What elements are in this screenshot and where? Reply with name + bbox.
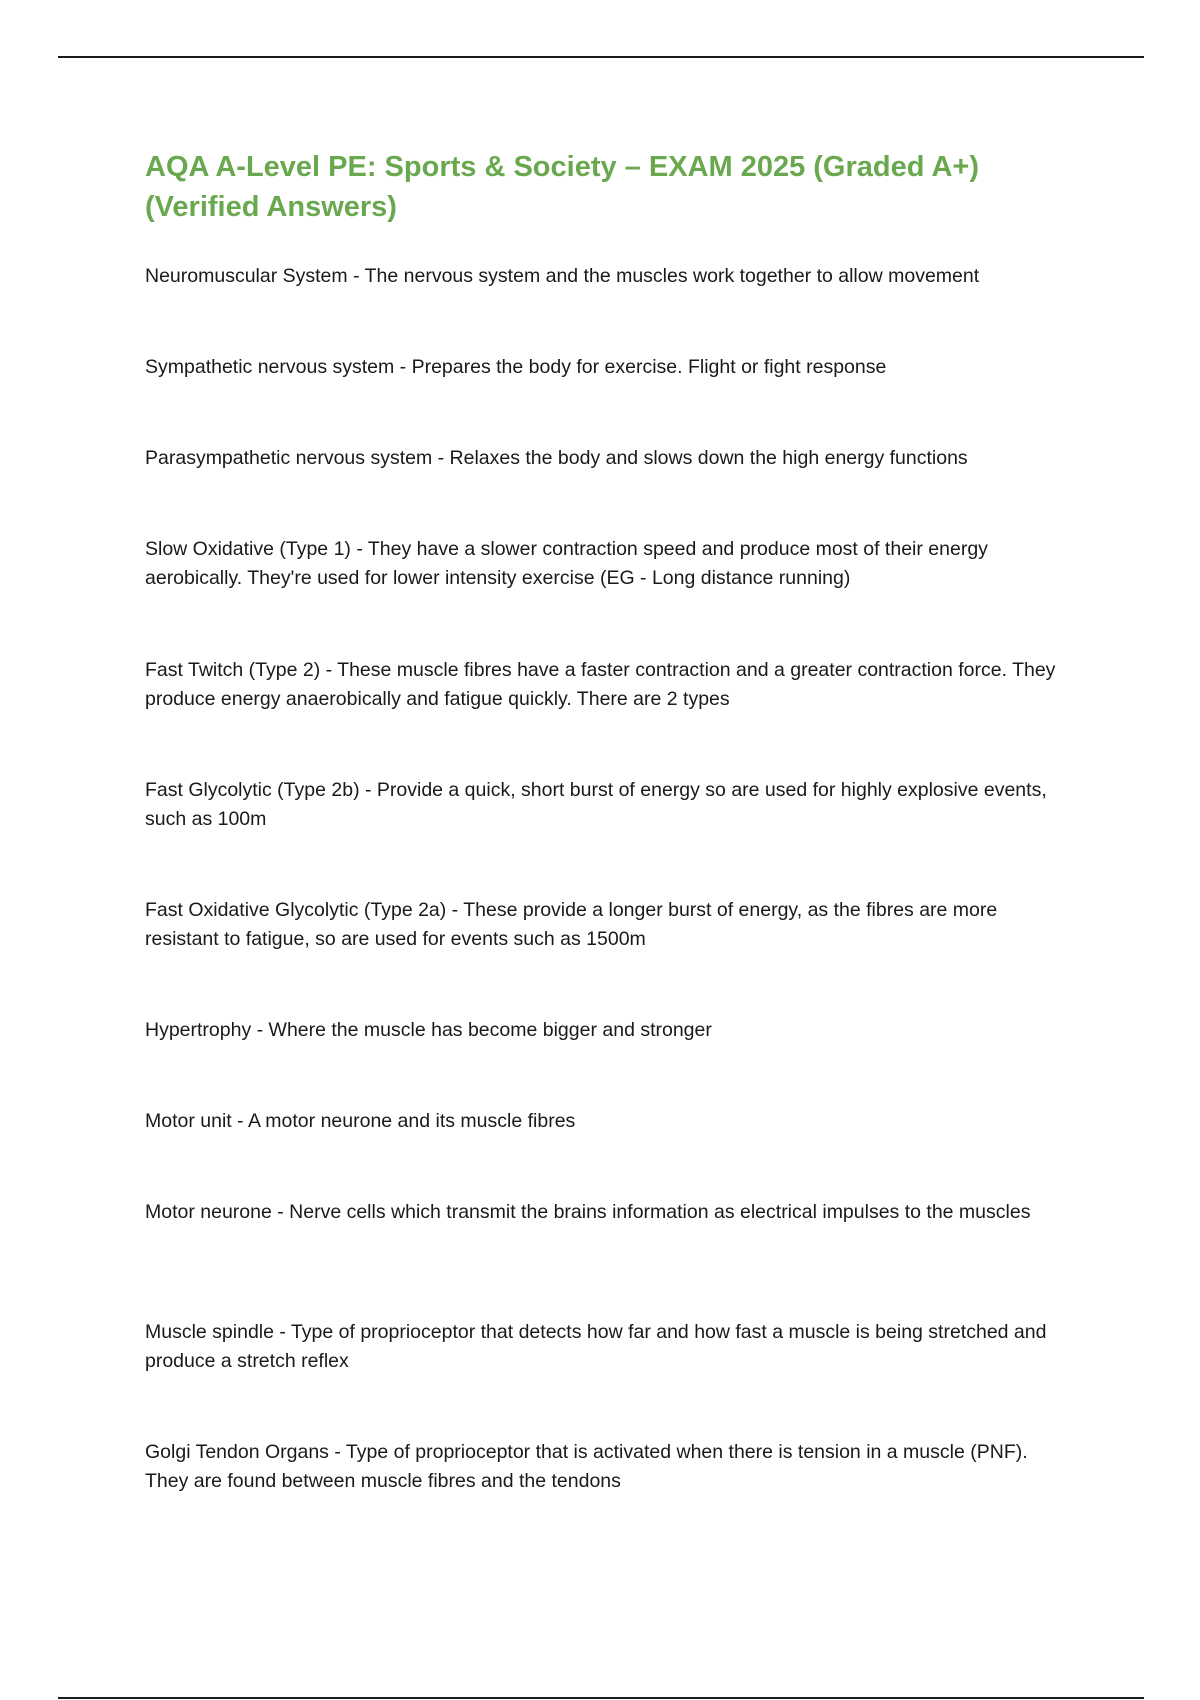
flashcard-entry: Fast Glycolytic (Type 2b) - Provide a quick, short burst of energy so are used for highly explosive events, such as 100m (145, 779, 1047, 830)
flashcard-entry: Neuromuscular System - The nervous system and the muscles work together to allow movement (145, 265, 980, 287)
bottom-rule (58, 1697, 1144, 1699)
document-title: AQA A-Level PE: Sports & Society – EXAM 2025 (Graded A+) (Verified Answers) (145, 151, 979, 223)
flashcard-entry: Fast Twitch (Type 2) - These muscle fibres have a faster contraction and a greater contraction force. They produce energy anaerobically and fatigue quickly. There are 2 types (145, 659, 1056, 710)
flashcard-entry: Golgi Tendon Organs - Type of proprioceptor that is activated when there is tension in a muscle (PNF). They are found between muscle fibres and the tendons (145, 1441, 1028, 1492)
flashcard-entry: Parasympathetic nervous system - Relaxes the body and slows down the high energy functions (145, 447, 968, 469)
flashcard-entry: Muscle spindle - Type of proprioceptor that detects how far and how fast a muscle is being stretched and produce a stretch reflex (145, 1321, 1047, 1372)
flashcard-entry: Motor neurone - Nerve cells which transmit the brains information as electrical impulses to the muscles (145, 1201, 1031, 1223)
flashcard-entry: Motor unit - A motor neurone and its muscle fibres (145, 1110, 576, 1132)
top-rule (58, 56, 1144, 58)
flashcard-entry: Slow Oxidative (Type 1) - They have a slower contraction speed and produce most of their energy aerobically. They're used for lower intensity exercise (EG - Long distance running) (145, 538, 988, 589)
flashcard-entry: Hypertrophy - Where the muscle has become bigger and stronger (145, 1019, 712, 1041)
flashcard-entry: Fast Oxidative Glycolytic (Type 2a) - These provide a longer burst of energy, as the fibres are more resistant to fatigue, so are used for events such as 1500m (145, 899, 998, 950)
flashcard-entry: Sympathetic nervous system - Prepares the body for exercise. Flight or fight response (145, 356, 887, 378)
